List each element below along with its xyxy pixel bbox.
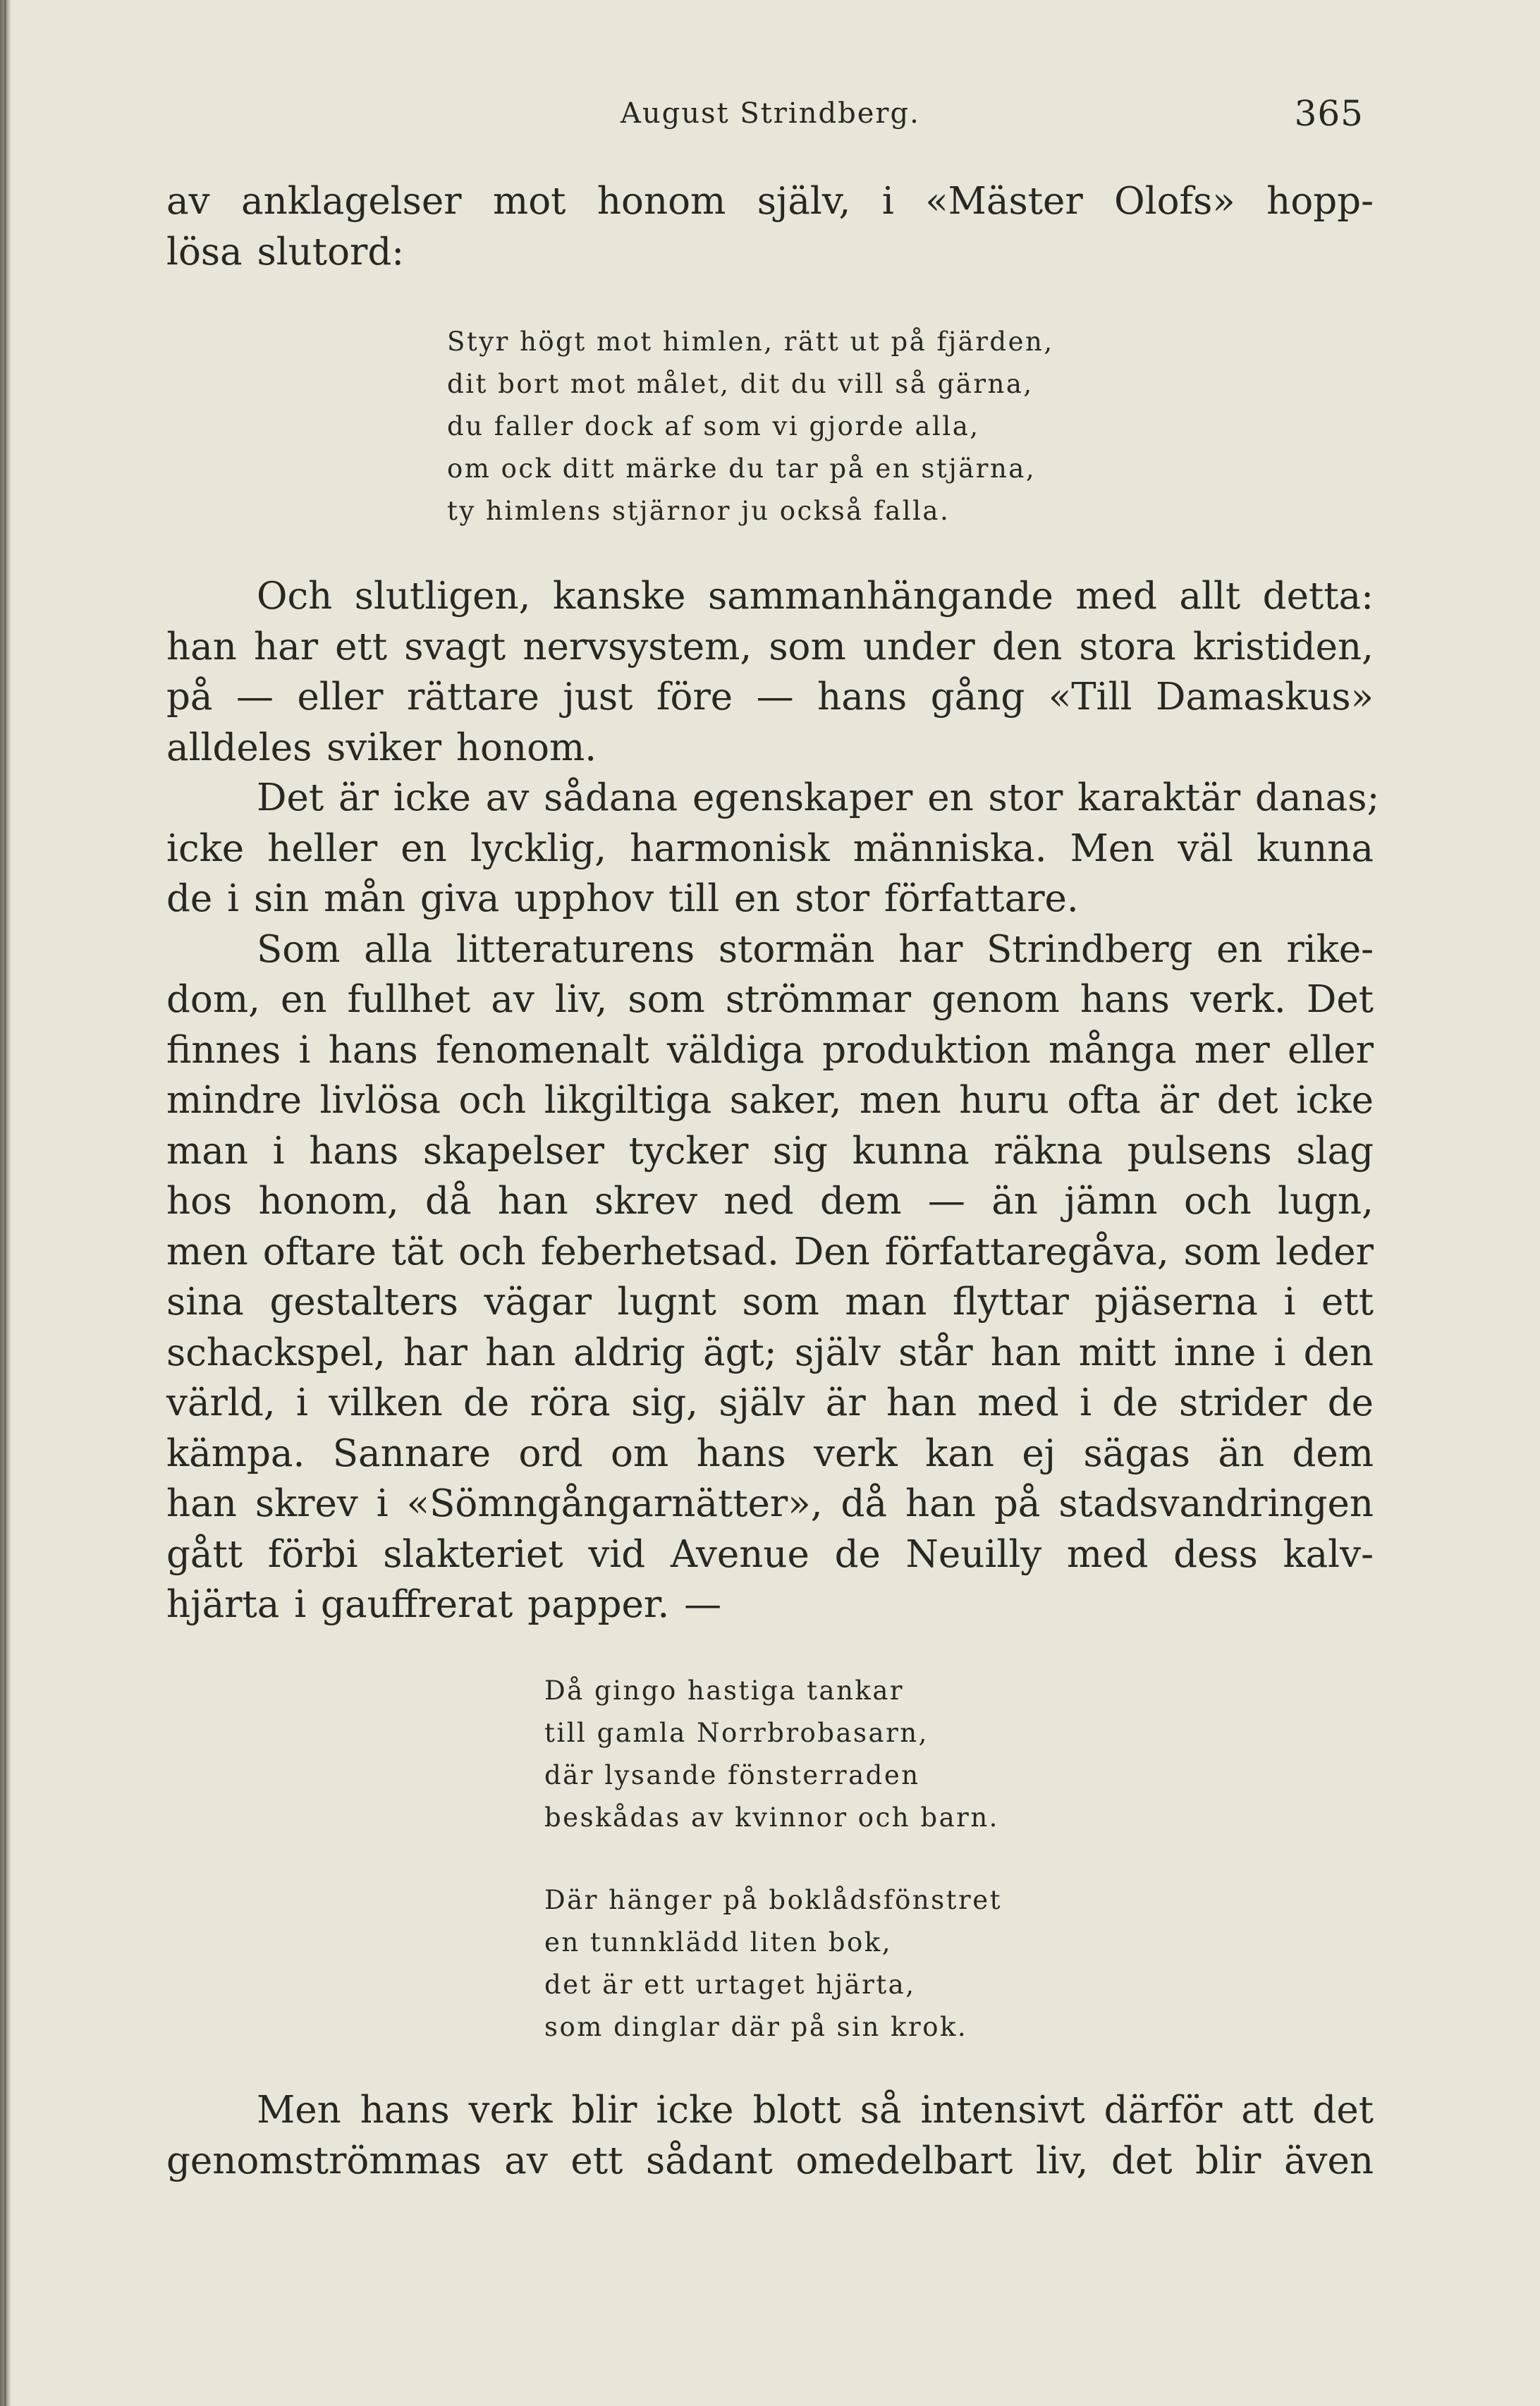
poem-line: Styr högt mot himlen, rätt ut på fjärden, bbox=[447, 326, 1054, 357]
text-line: Det är icke av sådana egenskaper en stor karaktär danas; bbox=[257, 776, 1380, 819]
text-line: han har ett svagt nervsystem, som under den stora kristiden, bbox=[166, 625, 1374, 668]
quoted-poem-somngangarnatter bbox=[544, 1670, 1179, 2048]
text-line: värld, i vilken de röra sig, själv är han med i de strider de bbox=[166, 1381, 1374, 1424]
text-line: på — eller rättare just före — hans gång «Till Damaskus» bbox=[166, 676, 1374, 719]
text-line: Som alla litteraturens stormän har Strindberg en rike- bbox=[257, 927, 1374, 971]
text-line: hjärta i gauffrerat papper. — bbox=[166, 1583, 722, 1626]
stanza-break bbox=[544, 1839, 1179, 1879]
text-line: men oftare tät och feberhetsad. Den författaregåva, som leder bbox=[166, 1230, 1374, 1274]
text-line: schackspel, har han aldrig ägt; själv står han mitt inne i den bbox=[166, 1331, 1374, 1374]
poem-line: Då gingo hastiga tankar bbox=[544, 1675, 905, 1706]
body-text bbox=[166, 571, 1380, 1630]
poem-line: beskådas av kvinnor och barn. bbox=[544, 1802, 999, 1833]
text-line: dom, en fullhet av liv, som strömmar genom hans verk. Det bbox=[166, 978, 1374, 1021]
text-line: Men hans verk blir icke blott så intensivt därför att det bbox=[257, 2089, 1374, 2132]
poem-line: dit bort mot målet, dit du vill så gärna, bbox=[447, 369, 1034, 399]
poem-line: som dinglar där på sin krok. bbox=[544, 2012, 968, 2042]
text-line: finnes i hans fenomenalt väldiga produktion många mer eller bbox=[166, 1028, 1374, 1072]
binding-shadow-line bbox=[4, 0, 6, 2406]
text-line: av anklagelser mot honom själv, i «Mäster Olofs» hopp- bbox=[166, 180, 1374, 223]
poem-line: till gamla Norrbrobasarn, bbox=[544, 1718, 929, 1748]
text-line: mindre livlösa och likgiltiga saker, men huru ofta är det icke bbox=[166, 1079, 1374, 1122]
text-line: lösa slutord: bbox=[166, 230, 405, 274]
poem-line: en tunnklädd liten bok, bbox=[544, 1927, 892, 1958]
poem-line: Där hänger på boklådsfönstret bbox=[544, 1885, 1002, 1915]
intro-paragraph bbox=[166, 176, 1374, 277]
text-line: gått förbi slakteriet vid Avenue de Neuilly med dess kalv- bbox=[166, 1532, 1374, 1576]
poem-line: där lysande fönsterraden bbox=[544, 1760, 920, 1790]
text-line: man i hans skapelser tycker sig kunna räkna pulsens slag bbox=[166, 1129, 1374, 1173]
running-head: August Strindberg. bbox=[621, 97, 920, 130]
quoted-poem-master-olof bbox=[447, 321, 1152, 532]
text-line: alldeles sviker honom. bbox=[166, 726, 597, 769]
text-line: han skrev i «Sömngångarnätter», då han på stadsvandringen bbox=[166, 1482, 1374, 1525]
text-line: de i sin mån giva upphov till en stor författare. bbox=[166, 877, 1079, 920]
text-line: kämpa. Sannare ord om hans verk kan ej sägas än dem bbox=[166, 1431, 1374, 1475]
poem-line: du faller dock af som vi gjorde alla, bbox=[447, 411, 980, 441]
text-line: sina gestalters vägar lugnt som man flyttar pjäserna i ett bbox=[166, 1281, 1374, 1324]
poem-line: om ock ditt märke du tar på en stjärna, bbox=[447, 453, 1037, 484]
text-line: genomströmmas av ett sådant omedelbart liv, det blir även bbox=[166, 2139, 1374, 2182]
text-line: Och slutligen, kanske sammanhängande med allt detta: bbox=[257, 575, 1374, 618]
text-line: icke heller en lycklig, harmonisk människa. Men väl kunna bbox=[166, 826, 1374, 870]
poem-line: ty himlens stjärnor ju också falla. bbox=[447, 496, 951, 526]
text-line: hos honom, då han skrev ned dem — än jämn och lugn, bbox=[166, 1180, 1374, 1223]
closing-paragraph bbox=[166, 2085, 1374, 2186]
page-number: 365 bbox=[1294, 93, 1364, 134]
poem-line: det är ett urtaget hjärta, bbox=[544, 1970, 916, 2000]
